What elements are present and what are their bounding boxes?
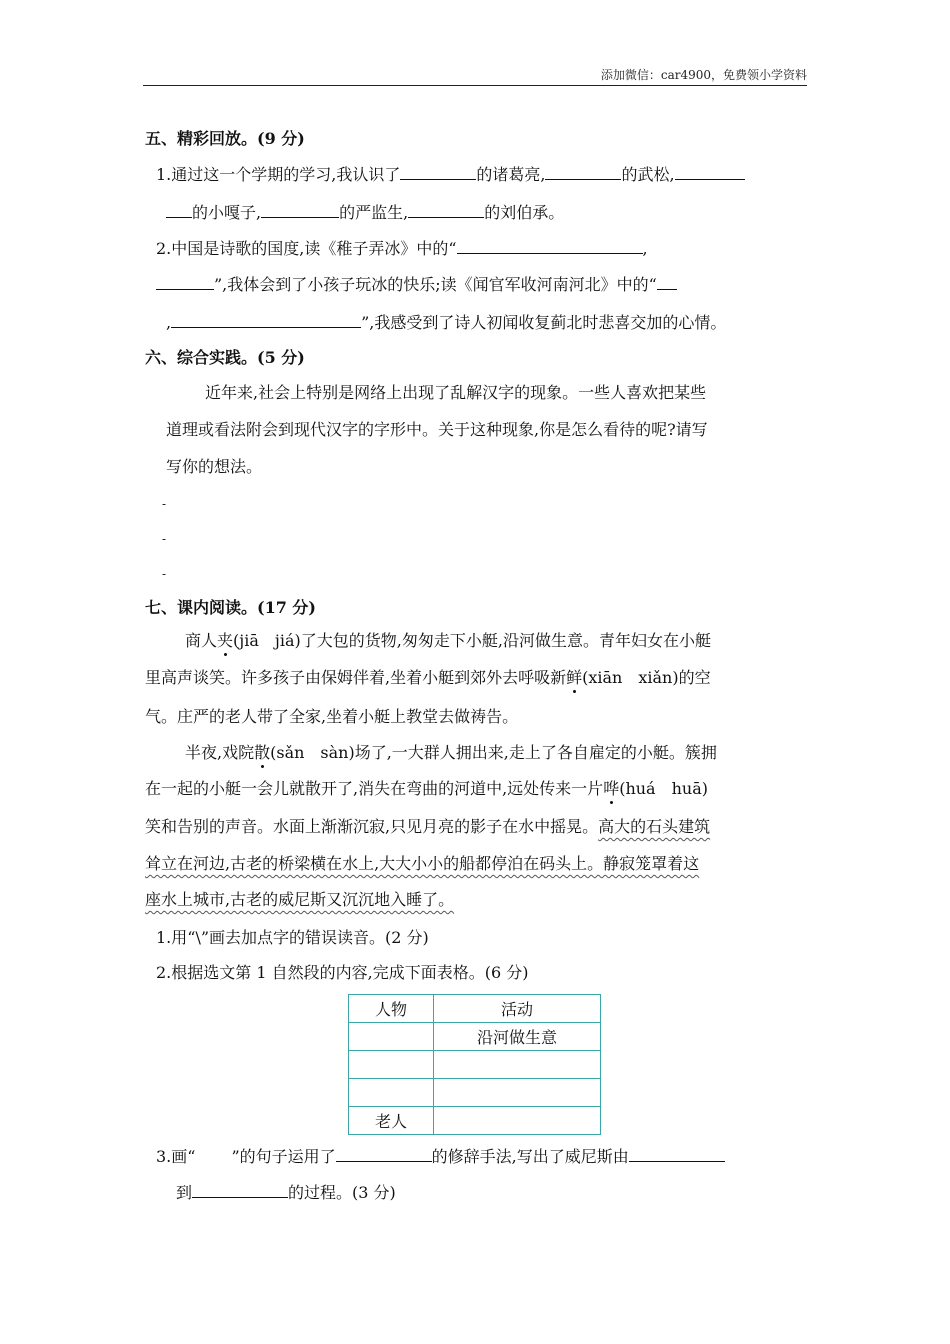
s7-p2-line2 — [145, 776, 708, 799]
text-run: 在一起的小艇一会儿就散开了,消失在弯曲的河道中,远处传来一片 — [145, 779, 604, 798]
section7-title: 七、课内阅读。(17 分) — [145, 598, 316, 617]
table-cell[interactable] — [349, 1079, 434, 1107]
blank-3[interactable] — [675, 165, 745, 180]
blank-3-cont[interactable] — [166, 203, 192, 218]
blank-2[interactable] — [545, 165, 621, 180]
header-divider — [143, 85, 807, 86]
s7-p2-line1 — [185, 740, 717, 763]
text-run: 3.画“ — [156, 1147, 196, 1166]
section6-title: 六、综合实践。(5 分) — [145, 348, 305, 367]
section5-title: 五、精彩回放。(9 分) — [145, 129, 305, 148]
table-cell[interactable] — [434, 1051, 601, 1079]
s5-q2-line1 — [156, 236, 648, 259]
blank-6[interactable] — [457, 239, 643, 254]
pinyin-hua: (huá huā) — [619, 779, 708, 798]
s7-q2: 2.根据选文第 1 自然段的内容,完成下面表格。(6 分) — [156, 963, 529, 982]
wavy-sentence: 高大的石头建筑 — [598, 817, 711, 836]
blank-12[interactable] — [192, 1183, 288, 1198]
s5-q2-l3-text: ”,我感受到了诗人初闻收复蓟北时悲喜交加的心情。 — [361, 313, 727, 332]
activity-table — [348, 994, 601, 1135]
s6-line2: 道理或看法附会到现代汉字的字形中。关于这种现象,你是怎么看待的呢?请写 — [166, 420, 708, 439]
s5-q1-p4: 的小嘎子, — [192, 203, 262, 222]
text-run: 的空 — [678, 668, 711, 687]
s5-q2-l1-comma: , — [642, 239, 648, 258]
s7-p2-line4 — [145, 851, 699, 874]
blank-8[interactable] — [657, 275, 677, 290]
s5-q2-line3 — [166, 310, 726, 333]
pinyin-xian: (xiān xiǎn) — [582, 668, 679, 687]
table-row — [349, 1023, 601, 1051]
table-cell[interactable]: 老人 — [349, 1107, 434, 1135]
s5-q1-p2: 的诸葛亮, — [476, 165, 546, 184]
text-run: 的过程。(3 分) — [288, 1183, 396, 1202]
s6-line1: 近年来,社会上特别是网络上出现了乱解汉字的现象。一些人喜欢把某些 — [205, 383, 707, 402]
s7-p1-line2 — [145, 665, 711, 688]
answer-line-marker[interactable]: - — [162, 497, 167, 511]
s5-q2-l2-text: ”,我体会到了小孩子玩冰的快乐;读《闻官军收河南河北》中的“ — [214, 275, 657, 294]
text-run: 场了,一大群人拥出来,走上了各自雇定的小艇。簇拥 — [354, 743, 717, 762]
text-run: 里高声谈笑。许多孩子由保姆伴着,坐着小艇到郊外去呼吸新 — [145, 668, 567, 687]
table-header-row — [349, 995, 601, 1023]
blank-11[interactable] — [629, 1147, 725, 1162]
dotted-char-san: 散 — [254, 743, 271, 762]
dotted-char-hua: 哗 — [603, 779, 620, 798]
dotted-char-jia: 夹 — [217, 631, 234, 650]
s7-q1: 1.用“\”画去加点字的错误读音。(2 分) — [156, 928, 429, 947]
table-cell[interactable] — [434, 1107, 601, 1135]
text-run: 到 — [176, 1183, 193, 1202]
s7-q3-line2 — [176, 1180, 396, 1203]
text-run: 的修辞手法,写出了威尼斯由 — [431, 1147, 629, 1166]
wavy-sentence: 座水上城市,古老的威尼斯又沉沉地入睡了。 — [145, 890, 455, 909]
blank-1[interactable] — [400, 165, 476, 180]
table-cell[interactable] — [434, 1079, 601, 1107]
s5-q1-p5: 的严监生, — [339, 203, 409, 222]
s5-q2-l3-comma: , — [166, 313, 172, 332]
s7-p1-line1 — [185, 628, 711, 651]
table-row — [349, 1079, 601, 1107]
s5-q2-line2 — [156, 272, 677, 295]
blank-10[interactable] — [336, 1147, 432, 1162]
table-cell[interactable] — [349, 1023, 434, 1051]
text-run: 商人 — [185, 631, 218, 650]
s7-p1-line3: 气。庄严的老人带了全家,坐着小艇上教堂去做祷告。 — [145, 707, 519, 726]
s5-q1-p6: 的刘伯承。 — [484, 203, 565, 222]
table-row — [349, 1107, 601, 1135]
s7-q3-line1 — [156, 1144, 725, 1167]
table-row — [349, 1051, 601, 1079]
blank-7[interactable] — [156, 275, 214, 290]
s5-q1-p3: 的武松, — [621, 165, 675, 184]
table-cell[interactable] — [349, 1051, 434, 1079]
table-header-cell: 活动 — [434, 995, 601, 1023]
blank-9[interactable] — [171, 313, 361, 328]
table-header-cell: 人物 — [349, 995, 434, 1023]
s7-p2-line3 — [145, 814, 710, 837]
s7-p2-line5 — [145, 887, 454, 910]
pinyin-san: (sǎn sàn) — [270, 743, 355, 762]
s5-q2-l1-prefix: 2.中国是诗歌的国度,读《稚子弄冰》中的“ — [156, 239, 457, 258]
s6-line3: 写你的想法。 — [166, 457, 263, 476]
text-run: 笑和告别的声音。水面上渐渐沉寂,只见月亮的影子在水中摇晃。 — [145, 817, 599, 836]
wavy-sentence: 耸立在河边,古老的桥梁横在水上,大大小小的船都停泊在码头上。静寂笼罩着这 — [145, 854, 700, 873]
blank-4[interactable] — [261, 203, 339, 218]
pinyin-jia: (jiā jiá) — [233, 631, 301, 650]
wavy-line-sample — [195, 1154, 231, 1162]
answer-line-marker[interactable]: - — [162, 532, 167, 546]
table-cell[interactable]: 沿河做生意 — [434, 1023, 601, 1051]
text-run: 了大包的货物,匆匆走下小艇,沿河做生意。青年妇女在小艇 — [300, 631, 711, 650]
dotted-char-xian: 鲜 — [566, 668, 583, 687]
text-run: 半夜,戏院 — [185, 743, 255, 762]
s5-q1-line1 — [156, 162, 745, 185]
s5-q1-prefix: 1.通过这一个学期的学习,我认识了 — [156, 165, 401, 184]
answer-line-marker[interactable]: - — [162, 567, 167, 581]
blank-5[interactable] — [408, 203, 484, 218]
text-run: ”的句子运用了 — [231, 1147, 336, 1166]
header-note: 添加微信：car4900，免费领小学资料 — [600, 68, 807, 82]
s5-q1-line2 — [166, 200, 564, 223]
